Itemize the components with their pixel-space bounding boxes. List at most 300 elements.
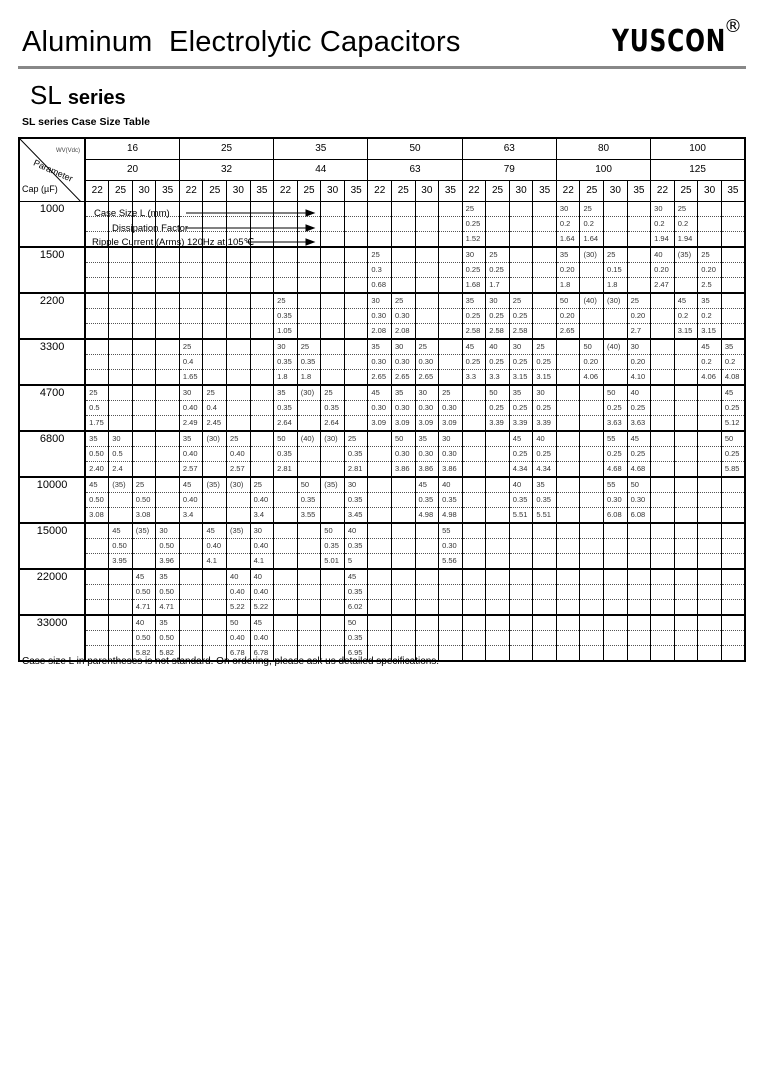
case-value-cell — [297, 615, 321, 631]
ripple-value-cell — [556, 600, 580, 616]
ripple-value-cell: 3.39 — [533, 416, 557, 432]
case-value-cell: 45 — [250, 615, 274, 631]
diameter-header: 30 — [509, 181, 533, 202]
capacitance-cell: 1500 — [19, 247, 85, 293]
case-value-cell: 50 — [274, 431, 298, 447]
case-value-cell — [391, 523, 415, 539]
df-value-cell — [85, 309, 109, 324]
case-value-cell — [533, 569, 557, 585]
df-value-cell — [721, 585, 745, 600]
case-value-cell — [674, 523, 698, 539]
case-value-cell: 25 — [250, 477, 274, 493]
case-value-cell: (40) — [580, 293, 604, 309]
case-value-cell: (30) — [321, 431, 345, 447]
case-value-cell: 45 — [627, 431, 651, 447]
df-value-cell: 0.30 — [391, 355, 415, 370]
df-value-cell — [109, 401, 133, 416]
case-value-cell: 25 — [203, 385, 227, 401]
case-value-cell — [674, 431, 698, 447]
df-value-cell: 0.35 — [344, 539, 368, 554]
df-value-cell — [556, 585, 580, 600]
legend-df: Dissipation Factor — [112, 223, 189, 234]
df-value-cell — [179, 631, 203, 646]
ripple-value-cell: 2.65 — [368, 370, 392, 386]
case-value-cell — [179, 523, 203, 539]
ripple-value-cell — [698, 416, 722, 432]
df-value-cell — [368, 631, 392, 646]
df-value-cell: 0.30 — [415, 401, 439, 416]
case-value-cell: 25 — [391, 293, 415, 309]
ripple-value-cell — [132, 324, 156, 340]
df-value-cell: 0.25 — [462, 355, 486, 370]
ripple-value-cell: 4.06 — [580, 370, 604, 386]
df-value-cell: 0.25 — [533, 355, 557, 370]
df-value-cell: 0.35 — [274, 355, 298, 370]
ripple-value-cell — [85, 554, 109, 570]
ripple-value-cell: 4.1 — [203, 554, 227, 570]
df-value-cell: 0.30 — [391, 401, 415, 416]
case-value-cell: 25 — [509, 293, 533, 309]
ripple-value-cell: 3.86 — [391, 462, 415, 478]
ripple-value-cell — [556, 416, 580, 432]
wv-header: 25 — [179, 138, 273, 160]
df-value-cell: 0.35 — [297, 493, 321, 508]
ripple-value-cell — [509, 554, 533, 570]
ripple-value-cell — [486, 600, 510, 616]
ripple-value-cell — [580, 600, 604, 616]
ripple-value-cell: 3.55 — [297, 508, 321, 524]
capacitance-cell: 6800 — [19, 431, 85, 477]
case-value-cell: 35 — [391, 385, 415, 401]
ripple-value-cell: 2.08 — [368, 324, 392, 340]
ripple-value-cell — [250, 416, 274, 432]
case-value-cell: (35) — [203, 477, 227, 493]
ripple-value-cell — [721, 508, 745, 524]
df-value-cell — [227, 493, 251, 508]
df-value-cell: 0.5 — [85, 401, 109, 416]
ripple-value-cell — [297, 462, 321, 478]
df-value-cell: 0.30 — [368, 401, 392, 416]
case-value-cell: 35 — [509, 385, 533, 401]
ripple-value-cell — [509, 646, 533, 662]
ripple-value-cell: 4.71 — [156, 600, 180, 616]
df-value-cell: 0.35 — [509, 493, 533, 508]
df-value-cell — [556, 631, 580, 646]
case-value-cell: 40 — [651, 247, 675, 263]
series-word: series — [67, 87, 126, 109]
ripple-value-cell — [462, 554, 486, 570]
case-value-cell: 25 — [462, 202, 486, 217]
df-value-cell — [297, 631, 321, 646]
case-value-cell: 35 — [368, 339, 392, 355]
df-value-cell — [274, 585, 298, 600]
ripple-value-cell: 3.09 — [368, 416, 392, 432]
ripple-value-cell — [580, 416, 604, 432]
case-value-cell: (30) — [604, 293, 628, 309]
ripple-value-cell — [415, 324, 439, 340]
df-value-cell — [297, 401, 321, 416]
df-value-cell: 0.30 — [627, 493, 651, 508]
case-value-cell — [674, 477, 698, 493]
df-value-cell — [415, 539, 439, 554]
df-value-cell: 0.50 — [85, 493, 109, 508]
case-value-cell — [391, 569, 415, 585]
ripple-value-cell: 5.01 — [321, 554, 345, 570]
ripple-value-cell: 2.58 — [462, 324, 486, 340]
df-value-cell: 0.2 — [721, 355, 745, 370]
case-value-cell: 40 — [627, 385, 651, 401]
ripple-value-cell — [462, 508, 486, 524]
case-value-cell: 30 — [109, 431, 133, 447]
df-value-cell: 0.25 — [721, 401, 745, 416]
ripple-value-cell — [415, 554, 439, 570]
df-value-cell — [698, 631, 722, 646]
df-value-cell: 0.20 — [698, 263, 722, 278]
case-value-cell: 25 — [85, 385, 109, 401]
case-value-cell: 25 — [627, 293, 651, 309]
df-value-cell: 0.25 — [486, 263, 510, 278]
case-value-cell: 25 — [227, 431, 251, 447]
case-value-cell — [203, 339, 227, 355]
table-row-df — [19, 447, 745, 462]
diameter-header: 30 — [415, 181, 439, 202]
ripple-value-cell: 2.49 — [179, 416, 203, 432]
ripple-value-cell — [85, 370, 109, 386]
ripple-value-cell — [721, 324, 745, 340]
case-value-cell — [203, 569, 227, 585]
diameter-header: 30 — [321, 181, 345, 202]
ripple-value-cell: 3.15 — [533, 370, 557, 386]
df-value-cell — [321, 493, 345, 508]
df-value-cell — [533, 585, 557, 600]
df-value-cell — [415, 309, 439, 324]
case-value-cell — [297, 569, 321, 585]
ripple-value-cell — [533, 324, 557, 340]
df-value-cell: 0.2 — [674, 217, 698, 232]
case-value-cell — [721, 615, 745, 631]
df-value-cell — [415, 585, 439, 600]
df-value-cell — [721, 631, 745, 646]
df-value-cell — [274, 539, 298, 554]
case-value-cell — [651, 339, 675, 355]
ripple-value-cell — [674, 646, 698, 662]
case-value-cell: 50 — [556, 293, 580, 309]
case-value-cell: 30 — [627, 339, 651, 355]
df-value-cell — [674, 401, 698, 416]
df-value-cell — [462, 631, 486, 646]
case-value-cell: 35 — [179, 431, 203, 447]
df-value-cell — [368, 493, 392, 508]
df-value-cell: 0.30 — [604, 493, 628, 508]
table-row-case — [19, 385, 745, 401]
ripple-value-cell: 5.22 — [250, 600, 274, 616]
ripple-value-cell — [698, 646, 722, 662]
capacitance-cell: 1000 — [19, 202, 85, 248]
case-value-cell: 35 — [274, 385, 298, 401]
df-value-cell — [321, 309, 345, 324]
legend-ripple: Ripple Current (Arms) 120Hz at 105℃ — [92, 237, 255, 248]
ripple-value-cell — [274, 600, 298, 616]
case-value-cell: 25 — [604, 247, 628, 263]
ripple-value-cell — [274, 554, 298, 570]
df-value-cell: 0.40 — [227, 447, 251, 462]
ripple-value-cell: 3.09 — [391, 416, 415, 432]
df-value-cell — [556, 539, 580, 554]
ripple-value-cell — [321, 508, 345, 524]
case-value-cell — [486, 477, 510, 493]
ripple-value-cell — [721, 646, 745, 662]
registered-mark: ® — [724, 16, 742, 37]
case-value-cell — [698, 477, 722, 493]
ripple-value-cell: 1.64 — [580, 232, 604, 248]
ripple-value-cell — [462, 462, 486, 478]
df-value-cell: 0.5 — [109, 447, 133, 462]
df-value-cell — [297, 447, 321, 462]
case-value-cell: 30 — [462, 247, 486, 263]
df-value-cell: 0.35 — [344, 585, 368, 600]
ripple-value-cell: 6.78 — [250, 646, 274, 662]
df-value-cell: 0.40 — [227, 585, 251, 600]
case-value-cell — [462, 385, 486, 401]
case-value-cell — [556, 569, 580, 585]
case-value-cell — [85, 523, 109, 539]
case-value-cell — [462, 615, 486, 631]
table-row-case — [19, 431, 745, 447]
case-value-cell — [627, 615, 651, 631]
ripple-value-cell: 3.09 — [439, 416, 463, 432]
case-value-cell — [486, 431, 510, 447]
df-value-cell: 0.25 — [462, 309, 486, 324]
df-value-cell: 0.20 — [580, 355, 604, 370]
case-value-cell — [368, 615, 392, 631]
df-value-cell: 0.40 — [250, 631, 274, 646]
case-value-cell — [227, 385, 251, 401]
df-value-cell: 0.20 — [651, 263, 675, 278]
df-value-cell: 0.35 — [344, 631, 368, 646]
case-value-cell — [651, 385, 675, 401]
ripple-value-cell: 3.86 — [439, 462, 463, 478]
case-value-cell: 45 — [85, 477, 109, 493]
df-value-cell: 0.50 — [132, 631, 156, 646]
diameter-header: 35 — [156, 181, 180, 202]
diameter-header: 25 — [486, 181, 510, 202]
df-value-cell — [580, 631, 604, 646]
table-row-ripple — [19, 324, 745, 340]
df-value-cell: 0.25 — [533, 447, 557, 462]
df-value-cell — [698, 493, 722, 508]
case-value-cell: 50 — [344, 615, 368, 631]
df-value-cell — [604, 539, 628, 554]
case-value-cell: 50 — [227, 615, 251, 631]
df-value-cell — [674, 355, 698, 370]
ripple-value-cell — [462, 600, 486, 616]
df-value-cell — [698, 585, 722, 600]
ripple-value-cell — [203, 508, 227, 524]
case-value-cell — [674, 615, 698, 631]
case-value-cell: 25 — [486, 247, 510, 263]
ripple-value-cell: 2.65 — [415, 370, 439, 386]
ripple-value-cell — [651, 646, 675, 662]
ripple-value-cell: 3.08 — [132, 508, 156, 524]
case-value-cell — [462, 477, 486, 493]
ripple-value-cell: 6.02 — [344, 600, 368, 616]
case-value-cell: 30 — [274, 339, 298, 355]
df-value-cell: 0.35 — [344, 493, 368, 508]
cap-label: Cap (µF) — [22, 184, 58, 194]
case-value-cell — [179, 615, 203, 631]
table-row-case — [19, 523, 745, 539]
ripple-value-cell — [344, 324, 368, 340]
df-value-cell — [439, 355, 463, 370]
diameter-header: 22 — [651, 181, 675, 202]
ripple-value-cell — [132, 416, 156, 432]
df-value-cell: 0.25 — [721, 447, 745, 462]
ripple-value-cell — [627, 600, 651, 616]
ripple-value-cell — [651, 370, 675, 386]
df-value-cell — [674, 585, 698, 600]
df-value-cell: 0.2 — [556, 217, 580, 232]
capacitance-cell: 33000 — [19, 615, 85, 661]
case-value-cell — [580, 569, 604, 585]
df-value-cell — [651, 355, 675, 370]
ripple-value-cell — [132, 554, 156, 570]
ripple-value-cell: 1.52 — [462, 232, 486, 248]
ripple-value-cell: 2.81 — [274, 462, 298, 478]
case-value-cell — [415, 615, 439, 631]
ripple-value-cell: 3.95 — [109, 554, 133, 570]
case-value-cell — [580, 477, 604, 493]
ripple-value-cell — [156, 508, 180, 524]
sv-header: 32 — [179, 160, 273, 181]
df-value-cell — [156, 447, 180, 462]
ripple-value-cell — [109, 370, 133, 386]
df-value-cell — [651, 493, 675, 508]
df-value-cell: 0.20 — [556, 309, 580, 324]
ripple-value-cell — [368, 600, 392, 616]
df-value-cell — [109, 309, 133, 324]
case-value-cell — [321, 615, 345, 631]
ripple-value-cell — [674, 554, 698, 570]
sv-header: 44 — [274, 160, 368, 181]
df-value-cell: 0.40 — [250, 585, 274, 600]
brand-logo: YUSCON — [612, 24, 727, 59]
df-value-cell: 0.20 — [556, 263, 580, 278]
df-value-cell — [556, 493, 580, 508]
ripple-value-cell: 1.68 — [462, 278, 486, 294]
df-value-cell — [627, 631, 651, 646]
ripple-value-cell: 5.12 — [721, 416, 745, 432]
ripple-value-cell — [533, 600, 557, 616]
df-value-cell — [651, 585, 675, 600]
ripple-value-cell — [297, 554, 321, 570]
case-value-cell — [698, 385, 722, 401]
df-value-cell — [203, 585, 227, 600]
ripple-value-cell — [250, 462, 274, 478]
df-value-cell — [651, 539, 675, 554]
case-value-cell — [297, 523, 321, 539]
ripple-value-cell: 2.64 — [321, 416, 345, 432]
df-value-cell — [651, 401, 675, 416]
df-value-cell: 0.30 — [439, 447, 463, 462]
ripple-value-cell: 2.5 — [698, 278, 722, 294]
table-row-df — [19, 309, 745, 324]
df-value-cell — [391, 585, 415, 600]
diameter-header: 22 — [462, 181, 486, 202]
ripple-value-cell: 4.1 — [250, 554, 274, 570]
ripple-value-cell — [297, 324, 321, 340]
case-value-cell: 25 — [580, 202, 604, 217]
case-value-cell — [674, 385, 698, 401]
case-value-cell — [368, 477, 392, 493]
case-value-cell — [250, 339, 274, 355]
df-value-cell: 0.2 — [698, 309, 722, 324]
df-value-cell — [321, 355, 345, 370]
df-value-cell: 0.25 — [486, 355, 510, 370]
ripple-value-cell: 4.34 — [533, 462, 557, 478]
case-value-cell: 40 — [132, 615, 156, 631]
ripple-value-cell — [627, 554, 651, 570]
case-value-cell: (30) — [297, 385, 321, 401]
ripple-value-cell: 1.8 — [274, 370, 298, 386]
ripple-value-cell — [203, 370, 227, 386]
df-value-cell — [604, 309, 628, 324]
ripple-value-cell — [203, 462, 227, 478]
ripple-value-cell — [227, 324, 251, 340]
case-value-cell — [156, 385, 180, 401]
ripple-value-cell — [486, 462, 510, 478]
df-value-cell: 0.35 — [439, 493, 463, 508]
case-value-cell — [391, 615, 415, 631]
case-value-cell: 50 — [721, 431, 745, 447]
df-value-cell — [721, 539, 745, 554]
ripple-value-cell — [486, 508, 510, 524]
ripple-value-cell: 2.4 — [109, 462, 133, 478]
ripple-value-cell: 3.3 — [462, 370, 486, 386]
ripple-value-cell: 1.8 — [556, 278, 580, 294]
case-value-cell — [179, 569, 203, 585]
df-value-cell: 0.30 — [439, 401, 463, 416]
df-value-cell — [462, 401, 486, 416]
ripple-value-cell — [698, 462, 722, 478]
ripple-value-cell: 4.08 — [721, 370, 745, 386]
df-value-cell: 0.35 — [321, 539, 345, 554]
case-value-cell: 45 — [415, 477, 439, 493]
df-value-cell — [132, 355, 156, 370]
case-value-cell — [368, 569, 392, 585]
df-value-cell: 0.40 — [250, 493, 274, 508]
df-value-cell: 0.25 — [509, 447, 533, 462]
df-value-cell — [250, 355, 274, 370]
ripple-value-cell — [533, 554, 557, 570]
case-value-cell: 25 — [274, 293, 298, 309]
df-value-cell: 0.35 — [321, 401, 345, 416]
diameter-header: 35 — [721, 181, 745, 202]
ripple-value-cell — [439, 370, 463, 386]
sv-header: 100 — [556, 160, 650, 181]
df-value-cell: 0.30 — [415, 447, 439, 462]
df-value-cell — [509, 539, 533, 554]
df-value-cell: 0.35 — [274, 309, 298, 324]
case-value-cell — [580, 431, 604, 447]
df-value-cell — [250, 401, 274, 416]
case-value-cell: 30 — [486, 293, 510, 309]
case-value-cell — [274, 569, 298, 585]
ripple-value-cell: 1.65 — [179, 370, 203, 386]
ripple-value-cell: 5.22 — [227, 600, 251, 616]
df-value-cell: 0.35 — [274, 447, 298, 462]
case-value-cell: 45 — [509, 431, 533, 447]
ripple-value-cell — [604, 646, 628, 662]
